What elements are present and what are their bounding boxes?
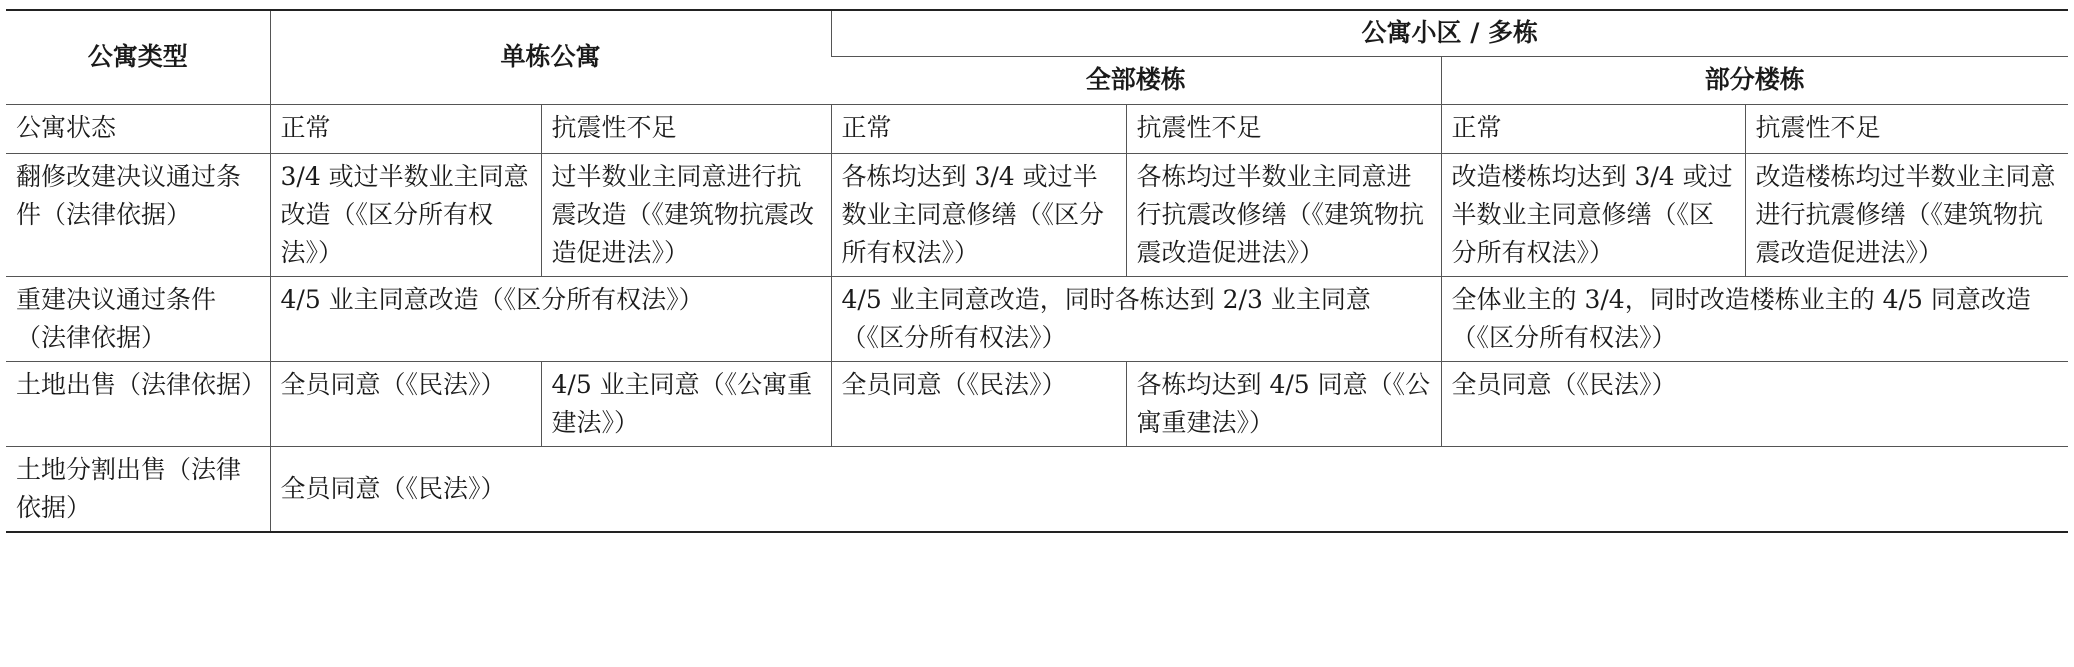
table-cell: 全员同意（《民法》） bbox=[1441, 361, 2068, 446]
table-cell: 抗震性不足 bbox=[1745, 104, 2068, 153]
header-partial-buildings: 部分楼栋 bbox=[1441, 56, 2068, 104]
regulation-table bbox=[6, 9, 2068, 533]
table-cell: 正常 bbox=[1441, 104, 1745, 153]
header-all-buildings: 全部楼栋 bbox=[831, 56, 1441, 104]
table-cell: 各栋均过半数业主同意进行抗震改修缮（《建筑物抗震改造促进法》） bbox=[1126, 153, 1441, 276]
table-cell: 4/5 业主同意改造，同时各栋达到 2/3 业主同意（《区分所有权法》） bbox=[831, 276, 1441, 361]
table-row-land-split bbox=[6, 446, 2068, 532]
row-label: 公寓状态 bbox=[6, 104, 270, 153]
row-label: 土地分割出售（法律依据） bbox=[6, 446, 270, 532]
row-label: 翻修改建决议通过条件（法律依据） bbox=[6, 153, 270, 276]
table-cell: 抗震性不足 bbox=[1126, 104, 1441, 153]
table-cell: 全员同意（《民法》） bbox=[831, 361, 1126, 446]
header-single-building: 单栋公寓 bbox=[270, 10, 831, 104]
table-cell: 全员同意（《民法》） bbox=[270, 446, 2068, 532]
table-cell: 全员同意（《民法》） bbox=[270, 361, 541, 446]
table-cell: 4/5 业主同意（《公寓重建法》） bbox=[541, 361, 831, 446]
table-cell: 过半数业主同意进行抗震改造（《建筑物抗震改造促进法》） bbox=[541, 153, 831, 276]
table-cell: 抗震性不足 bbox=[541, 104, 831, 153]
table-row-renovation bbox=[6, 153, 2068, 276]
header-row-1 bbox=[6, 10, 2068, 56]
table-row-land-sale bbox=[6, 361, 2068, 446]
row-label: 重建决议通过条件（法律依据） bbox=[6, 276, 270, 361]
header-apartment-type: 公寓类型 bbox=[6, 10, 270, 104]
row-label: 土地出售（法律依据） bbox=[6, 361, 270, 446]
header-complex: 公寓小区 / 多栋 bbox=[831, 10, 2068, 56]
table-cell: 全体业主的 3/4，同时改造楼栋业主的 4/5 同意改造（《区分所有权法》） bbox=[1441, 276, 2068, 361]
table-cell: 4/5 业主同意改造（《区分所有权法》） bbox=[270, 276, 831, 361]
table-cell: 改造楼栋均过半数业主同意进行抗震修缮（《建筑物抗震改造促进法》） bbox=[1745, 153, 2068, 276]
table-cell: 3/4 或过半数业主同意改造（《区分所有权法》） bbox=[270, 153, 541, 276]
table-cell: 各栋均达到 4/5 同意（《公寓重建法》） bbox=[1126, 361, 1441, 446]
table-cell: 正常 bbox=[831, 104, 1126, 153]
table-cell: 改造楼栋均达到 3/4 或过半数业主同意修缮（《区分所有权法》） bbox=[1441, 153, 1745, 276]
table-row-rebuild bbox=[6, 276, 2068, 361]
table-row-status bbox=[6, 104, 2068, 153]
table-cell: 正常 bbox=[270, 104, 541, 153]
table-cell: 各栋均达到 3/4 或过半数业主同意修缮（《区分所有权法》） bbox=[831, 153, 1126, 276]
